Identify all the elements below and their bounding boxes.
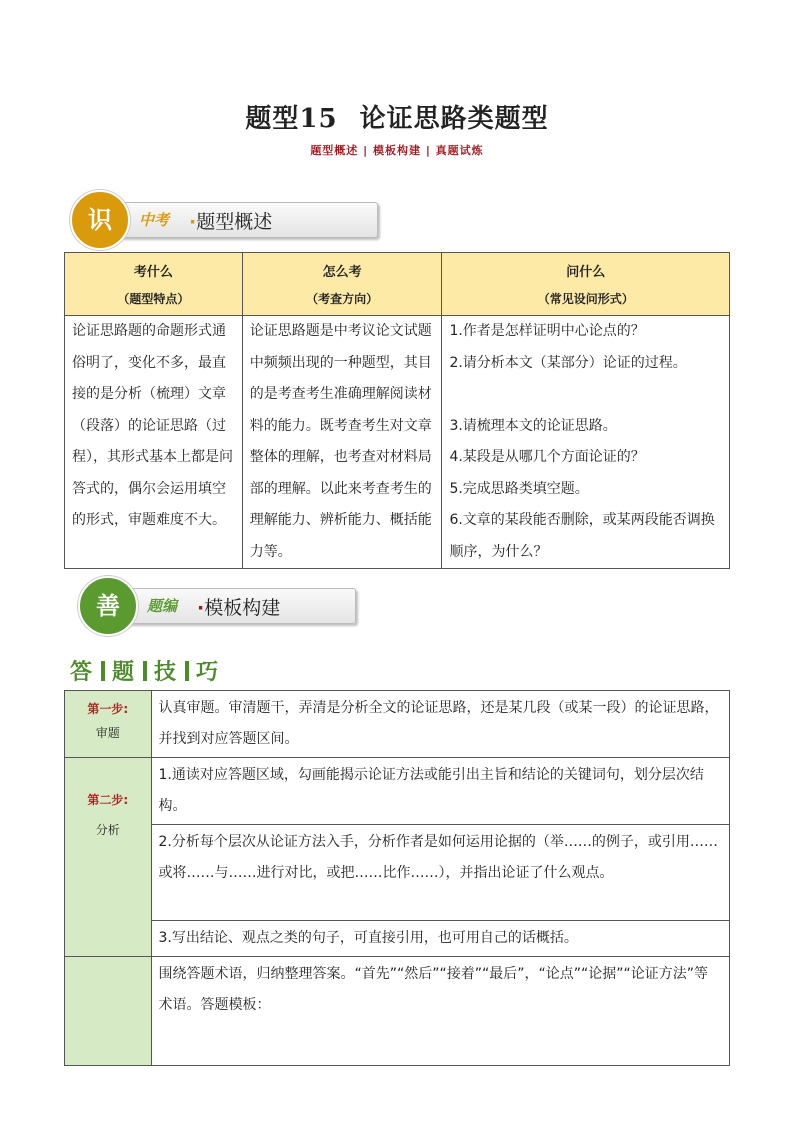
step1-label-cell: 第一步: 审题 bbox=[65, 691, 152, 758]
section-badge-circle: 识 bbox=[70, 190, 130, 250]
title-number: 题型15 bbox=[245, 104, 338, 134]
step2-item: 2.分析每个层次从论证方法入手，分析作者是如何运用论据的（举……的例子，或引用……或将……与……进行对比，或把……比作……），并指出论证了什么观点。 bbox=[151, 825, 729, 921]
step3-row bbox=[65, 957, 730, 1066]
step2-label-cell: 第二步: 分析 bbox=[65, 758, 152, 957]
step2-row-2 bbox=[65, 825, 730, 921]
question-item: 6.文章的某段能否删除，或某两段能否调换顺序，为什么？ bbox=[449, 512, 715, 560]
question-item: 5.完成思路类填空题。 bbox=[449, 480, 589, 497]
step2-item: 3.写出结论、观点之类的句子，可直接引用，也可用自己的话概括。 bbox=[151, 921, 729, 957]
section-bar bbox=[122, 588, 356, 624]
page-subtitle: 题型概述 | 模板构建 | 真题试炼 bbox=[310, 144, 484, 157]
section-name: ·模板构建 bbox=[197, 597, 281, 619]
step2-row-1 bbox=[65, 758, 730, 825]
section-banner-overview bbox=[70, 190, 390, 250]
step2-item: 1.通读对应答题区域，勾画能揭示论证方法或能引出主旨和结论的关键词句，划分层次结构。 bbox=[151, 758, 729, 825]
section-badge-circle: 善 bbox=[78, 576, 138, 636]
step3-content: 围绕答题术语，归纳整理答案。“首先”“然后”“接着”“最后”，“论点”“论据”“论证方法”等术语。答题模板： bbox=[151, 957, 729, 1066]
header-what: 考什么 （题型特点） bbox=[65, 253, 243, 316]
section-tag: 中考 bbox=[139, 211, 170, 229]
question-item: 3.请梳理本文的论证思路。 bbox=[449, 417, 617, 434]
features-cell: 论证思路题的命题形式通俗明了，变化不多，最直接的是分析（梳理）文章（段落）的论证思路（过程），其形式基本上都是问答式的，偶尔会运用填空的形式，审题难度不大。 bbox=[65, 316, 243, 569]
question-item: 4.某段是从哪几个方面论证的？ bbox=[449, 449, 645, 465]
template-table bbox=[64, 690, 730, 1066]
overview-header-row bbox=[65, 253, 730, 316]
question-item: 2.请分析本文（某部分）论证的过程。 bbox=[449, 354, 687, 371]
overview-body-row bbox=[65, 316, 730, 569]
section-bar bbox=[114, 202, 378, 238]
direction-cell: 论证思路题是中考议论文试题中频频出现的一种题型，其目的是考查考生准确理解阅读材料的能力。既考查考生对文章整体的理解，也考查对材料局部的理解。以此来考查考生的理解能力、辨析能力、概括能力等。 bbox=[242, 316, 442, 569]
step2-row-3 bbox=[65, 921, 730, 957]
step1-content: 认真审题。审清题干，弄清是分析全文的论证思路，还是某几段（或某一段）的论证思路，并找到对应答题区间。 bbox=[151, 691, 729, 758]
section-name: ·题型概述 bbox=[189, 211, 273, 233]
overview-table bbox=[64, 252, 730, 569]
title-text: 论证思路类题型 bbox=[359, 104, 549, 134]
header-ask: 问什么 （常见设问形式） bbox=[442, 253, 730, 316]
header-how: 怎么考 （考查方向） bbox=[242, 253, 442, 316]
section-tag: 题编 bbox=[147, 597, 178, 615]
skills-heading: 答 题 技 巧 bbox=[70, 659, 221, 685]
questions-cell bbox=[442, 316, 730, 569]
question-item: 1.作者是怎样证明中心论点的？ bbox=[449, 323, 645, 339]
step3-label-cell bbox=[65, 957, 152, 1066]
section-banner-template bbox=[78, 576, 398, 636]
step1-row bbox=[65, 691, 730, 758]
page-title bbox=[0, 98, 794, 135]
